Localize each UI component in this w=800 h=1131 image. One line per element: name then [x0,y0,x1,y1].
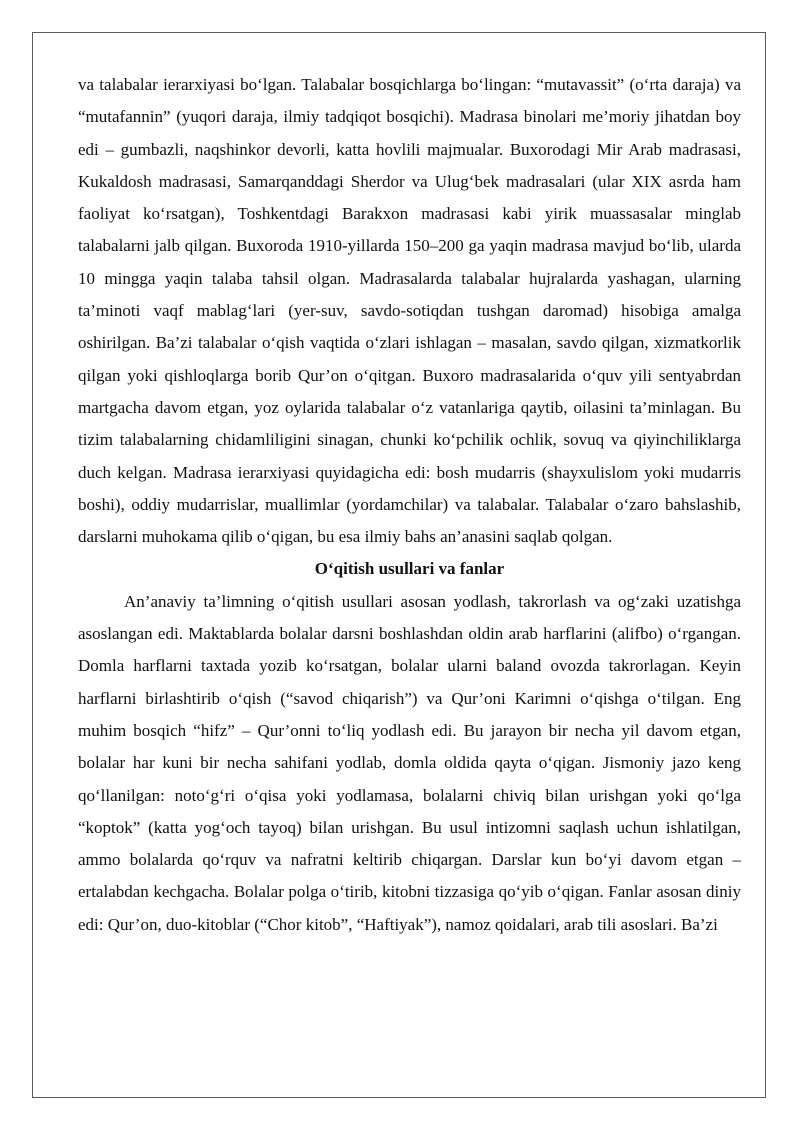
paragraph: va talabalar ierarxiyasi bo‘lgan. Talabalar bosqichlarga bo‘lingan: “mutavassit” (o‘rta daraja) va “mutafannin” (yuqori daraja, ilmiy tadqiqot bosqichi). Madrasa binolari me’moriy jihatdan boy edi – gumbazli, naqshinkor devorli, katta hovlili majmualar. Buxorodagi Mir Arab madrasasi, Kukaldosh madrasasi, Samarqanddagi Sherdor va Ulug‘bek madrasalari (ular XIX asrda ham faoliyat ko‘rsatgan), Toshkentdagi Barakxon madrasasi kabi yirik muassasalar minglab talabalarni jalb qilgan. Buxoroda 1910-yillarda 150–200 ga yaqin madrasa mavjud bo‘lib, ularda 10 mingga yaqin talaba tahsil olgan. Madrasalarda talabalar hujralarda yashagan, ularning ta’minoti vaqf mablag‘lari (yer-suv, savdo-sotiqdan tushgan daromad) hisobiga amalga oshirilgan. Ba’zi talabalar o‘qish vaqtida o‘zlari ishlagan – masalan, savdo qilgan, xizmatkorlik qilgan yoki qishloqlarga borib Qur’on o‘qitgan. Buxoro madrasalarida o‘quv yili sentyabrdan martgacha davom etgan, yoz oylarida talabalar o‘z vatanlariga qaytib, oilasini ta’minlagan. Bu tizim talabalarning chidamliligini sinagan, chunki ko‘pchilik ochlik, sovuq va qiyinchiliklarga duch kelgan. Madrasa ierarxiyasi quyidagicha edi: bosh mudarris (shayxulislom yoki mudarris boshi), oddiy mudarrislar, muallimlar (yordamchilar) va talabalar. Talabalar o‘zaro bahslashib, darslarni muhokama qilib o‘qigan, bu esa ilmiy bahs an’anasini saqlab qolgan. [78,75,741,547]
paragraph: An’anaviy ta’limning o‘qitish usullari asosan yodlash, takrorlash va og‘zaki uzatishga asoslangan edi. Maktablarda bolalar darsni boshlashdan oldin arab harflarini (alifbo) o‘rgangan. Domla harflarni taxtada yozib ko‘rsatgan, bolalar ularni baland ovozda takrorlagan. Keyin harflarni birlashtirib o‘qish (“savod chiqarish”) va Qur’oni Karimni o‘qishga o‘tilgan. Eng muhim bosqich “hifz” – Qur’onni to‘liq yodlash edi. Bu jarayon bir necha yil davom etgan, bolalar har kuni bir necha sahifani yodlab, domla oldida qayta o‘qigan. Jismoniy jazo keng qo‘llanilgan: noto‘g‘ri o‘qisa yoki yodlamasa, bolalarni chiviq bilan urishgan yoki qo‘lga “koptok” (katta yog‘och tayoq) bilan urishgan. Bu usul intizomni saqlash uchun ishlatilgan, ammo bolalarda qo‘rquv va nafratni keltirib chiqargan. Darslar kun bo‘yi davom etgan – ertalabdan kechgacha. Bolalar polga o‘tirib, kitobni tizzasiga qo‘yib o‘qigan. Fanlar asosan diniy edi: Qur’on, duo-kitoblar (“Chor kitob”, “Haftiyak”), namoz qoidalari, arab tili asoslari. Ba’zi [78,591,741,934]
section-heading: O‘qitish usullari va fanlar [314,559,505,579]
document-body [78,69,741,941]
